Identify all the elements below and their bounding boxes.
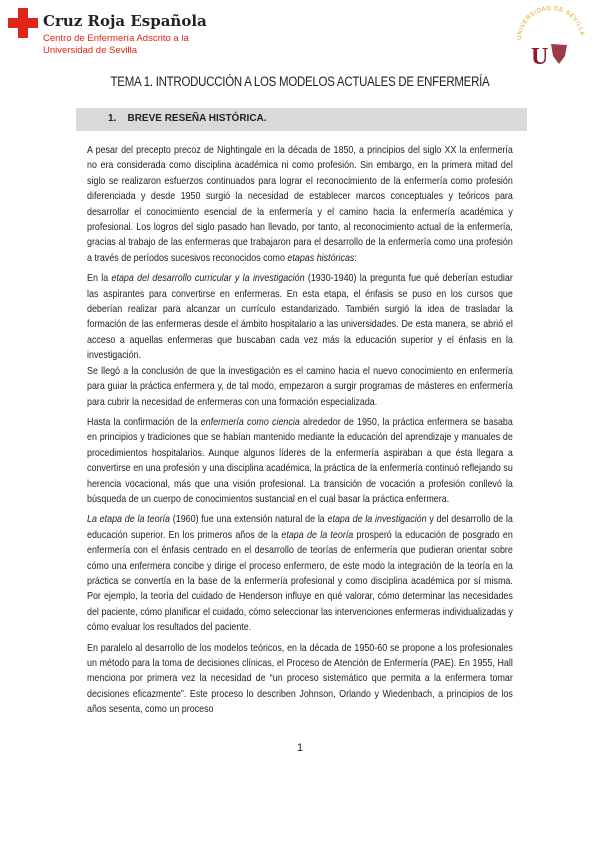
paragraph bbox=[87, 512, 513, 635]
text-run: : bbox=[354, 251, 357, 264]
org-name: Cruz Roja Española bbox=[43, 12, 207, 30]
paragraph bbox=[87, 415, 513, 507]
section-title: BREVE RESEÑA HISTÓRICA. bbox=[127, 113, 267, 124]
text-run: A pesar del precepto precoz de Nightingale en la década de 1850, a principios del siglo XX la enfermería no era considerada como disciplina académica ni como profesión. Sin embargo, en la primera mitad del siglo se realizaron esfuerzos continuados para lograr el reconocimiento de la enfermería como profesión diferenciada y desde 1950 surgió la necesidad de establecer marcos conceptuales y teóricos para desarrollar el conocimiento esencial de la enfermería y el camino hacia la enfermería académica y profesional. Los logros del siglo pasado han llevado, por tanto, al reconocimiento actual de la enfermería, gracias al trabajo de las enfermeras que trabajaron para el desarrollo de la enfermería como una profesión a través de períodos sucesivos reconocidos como bbox=[87, 144, 513, 264]
section-heading bbox=[76, 108, 527, 131]
text-run: (1960) fue una extensión natural de la bbox=[169, 513, 328, 526]
text-run: (1930-1940) la pregunta fue qué deberían estudiar las aspirantes para convertirse en enfermeras. En esta etapa, el énfasis se puso en los cursos que deberían realizar para alcanzar un currículo estandarizado. También surgió la idea de trasladar la formación de las enfermeras desde el ámbito hospitalario a las universidades. De esta manera, se abrió el acceso a aquellas enfermeras que buscaban cada vez más la educación superior y el énfasis en la investigación. bbox=[87, 272, 513, 362]
italic-text: La etapa de la teoría bbox=[87, 513, 170, 526]
page-title: TEMA 1. INTRODUCCIÓN A LOS MODELOS ACTUALES DE ENFERMERÍA bbox=[110, 74, 490, 89]
italic-text: enfermería como ciencia bbox=[200, 415, 300, 428]
italic-text: etapas históricas bbox=[287, 251, 355, 264]
text-run: Se llegó a la conclusión de que la investigación es el camino hacia el nuevo conocimiento en enfermería para guiar la práctica enfermera y, de tal modo, empezaron a surgir programas de másteres en enfermería para cubrir la necesidad de enfermeras con una formación especializada. bbox=[87, 364, 513, 408]
section-number: 1. bbox=[108, 113, 117, 124]
text-run: Hasta la confirmación de la bbox=[87, 415, 201, 428]
italic-text: etapa de la investigación bbox=[327, 513, 427, 526]
paragraph bbox=[87, 143, 513, 266]
text-run: En paralelo al desarrollo de los modelos teóricos, en la década de 1950-60 se propone a los profesionales un método para la toma de decisiones clínicas, el Proceso de Atención de Enfermería (PAE). En 1955, Hall menciona por primera vez la necesidad de “un proceso sistemático que permita a la enfermera tomar decisiones eficazmente”. Este proceso lo describen Johnson, Orlando y Wiedenbach, a principios de los años sesenta, como un proceso bbox=[87, 641, 513, 716]
svg-text:UNIVERSIDAD DE SEVILLA: UNIVERSIDAD DE SEVILLA bbox=[516, 5, 585, 41]
text-run: alrededor de 1950, la práctica enfermera se basaba en principios y tradiciones que se habían mantenido mediante la educación del aprendizaje y manuales de procedimientos hospitalarios. Aunque algunos líderes de la enfermería aspiraban a que ésta llegara a convertirse en una profesión y una disciplina académica, la práctica de la enfermería continuó reflejando su herencia vocacional, más que una visión profesional. La transición de vocación a profesión conllevó la búsqueda de un cuerpo de conocimientos sustancial en el cual basar la práctica enfermera. bbox=[87, 415, 513, 505]
page-number: 1 bbox=[296, 741, 304, 754]
italic-text: etapa del desarrollo curricular y la investigación bbox=[111, 272, 305, 285]
paragraph bbox=[87, 641, 513, 718]
body-text bbox=[87, 143, 513, 718]
org-subtitle-line-2: Universidad de Sevilla bbox=[43, 45, 137, 56]
paragraph bbox=[87, 271, 513, 363]
university-seal-logo-icon bbox=[515, 4, 585, 66]
svg-text:U: U bbox=[531, 44, 549, 66]
org-subtitle bbox=[43, 33, 189, 57]
section-heading-text bbox=[108, 113, 267, 124]
text-run: En la bbox=[87, 272, 112, 285]
red-cross-logo-icon bbox=[8, 8, 38, 38]
text-run: y del desarrollo de la educación superior. En los primeros años de la bbox=[87, 513, 513, 541]
paragraph bbox=[87, 364, 513, 410]
page-content bbox=[0, 143, 600, 774]
italic-text: etapa de la teoría bbox=[281, 528, 354, 541]
org-subtitle-line-1: Centro de Enfermería Adscrito a la bbox=[43, 33, 189, 44]
text-run: prosperó la educación de posgrado en enfermería con el énfasis centrado en el desarrollo de teorías de enfermería que pudieran orientar sobre cómo una enfermera concibe y dirige el proceso enfermero, de este modo la integración de la teoría en la práctica se convertía en la base de la enfermería profesional y como disciplina académica por sí misma. Por ejemplo, la teoría del cuidado de Henderson influye en qué valorar, cómo determinar las necesidades del paciente, cómo planificar el cuidado, cómo seleccionar las intervenciones enfermeras individualizadas y cómo evaluar los resultados del paciente. bbox=[87, 528, 513, 634]
